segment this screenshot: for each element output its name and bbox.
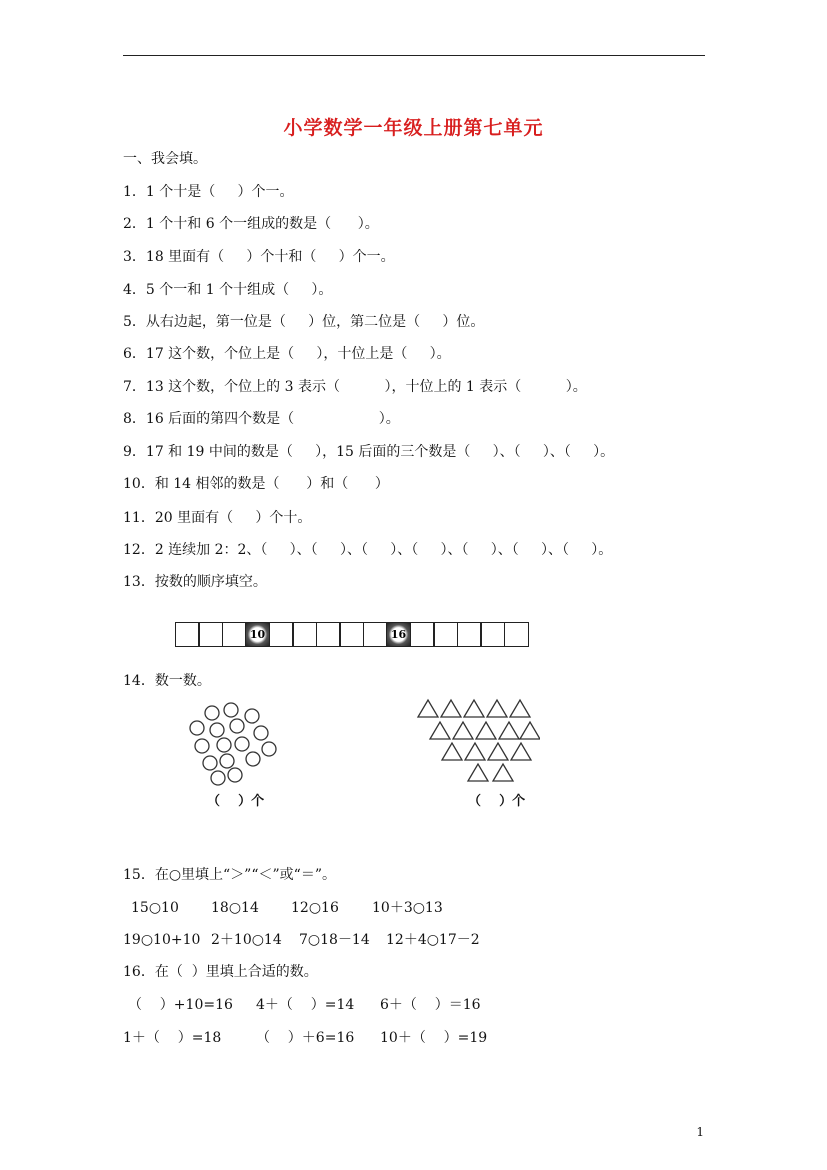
circle-icon — [262, 742, 276, 756]
question-12: 12．2 连续加 2：2、（ ）、（ ）、（ ）、（ ）、（ ）、（ ）、（ ）。 — [123, 542, 613, 558]
question-14: 14．数一数。 — [123, 673, 211, 689]
triangle-icon — [430, 722, 450, 739]
triangle-icon — [493, 764, 513, 781]
question-3: 3．18 里面有（ ）个十和（ ）个一。 — [123, 249, 395, 265]
fill-item: 6＋（ ）＝16 — [380, 997, 481, 1013]
compare-item: 18○14 — [211, 900, 259, 916]
question-11: 11．20 里面有（ ）个十。 — [123, 510, 312, 526]
compare-item: 7○18－14 — [299, 932, 370, 948]
strip-cell — [198, 622, 223, 647]
triangle-icon — [468, 764, 488, 781]
strip-cell — [363, 622, 388, 647]
strip-cell — [175, 622, 200, 647]
triangle-icon — [511, 743, 531, 760]
page-title: 小学数学一年级上册第七单元 — [283, 117, 544, 139]
triangle-icon — [488, 743, 508, 760]
strip-cell — [433, 622, 458, 647]
circle-icon — [217, 738, 231, 752]
strip-cell — [316, 622, 341, 647]
triangles-count-caption: （ ）个 — [468, 794, 526, 809]
circle-icon — [210, 723, 224, 737]
circle-icon — [220, 754, 234, 768]
triangle-icon — [487, 700, 507, 717]
header-rule — [123, 55, 705, 56]
circle-icon — [190, 721, 204, 735]
question-7: 7．13 这个数，个位上的 3 表示（ ），十位上的 1 表示（ ）。 — [123, 379, 587, 395]
compare-item: 12○16 — [291, 900, 339, 916]
triangle-icon — [465, 743, 485, 760]
strip-cell — [457, 622, 482, 647]
circle-icon — [246, 752, 260, 766]
circle-icon — [205, 706, 219, 720]
circle-icon — [230, 719, 244, 733]
question-8: 8．16 后面的第四个数是（ ）。 — [123, 411, 400, 427]
strip-cell — [222, 622, 247, 647]
question-1: 1．1 个十是（ ）个一。 — [123, 184, 294, 200]
circle-icon — [211, 771, 225, 785]
page-number: 1 — [696, 1125, 704, 1139]
fill-item: （ ）+10=16 — [128, 997, 233, 1013]
question-10: 10．和 14 相邻的数是（ ）和（ ） — [123, 476, 389, 492]
circle-icon — [245, 709, 259, 723]
triangle-icon — [464, 700, 484, 717]
circle-icon — [203, 756, 217, 770]
section-heading: 一、我会填。 — [123, 151, 207, 167]
strip-cell — [339, 622, 364, 647]
strip-cell — [269, 622, 294, 647]
number-strip — [176, 622, 529, 647]
compare-item: 2＋10○14 — [211, 932, 282, 948]
circles-count-caption: （ ）个 — [207, 794, 265, 809]
question-9: 9．17 和 19 中间的数是（ ），15 后面的三个数是（ ）、（ ）、（ ）。 — [123, 444, 615, 460]
triangle-icon — [442, 743, 462, 760]
question-13: 13．按数的顺序填空。 — [123, 574, 267, 590]
triangle-icon — [520, 722, 540, 739]
strip-cell-given: 10 — [245, 622, 270, 647]
strip-cell — [504, 622, 529, 647]
triangle-icon — [499, 722, 519, 739]
triangle-icon — [418, 700, 438, 717]
circle-icon — [254, 726, 268, 740]
triangle-icon — [476, 722, 496, 739]
compare-item: 12＋4○17－2 — [386, 932, 480, 948]
strip-cell-given: 16 — [386, 622, 411, 647]
triangle-icon — [453, 722, 473, 739]
fill-item: （ ）＋6=16 — [256, 1030, 355, 1046]
compare-item: 19○10+10 — [123, 932, 201, 948]
question-4: 4．5 个一和 1 个十组成（ ）。 — [123, 282, 333, 298]
compare-item: 15○10 — [131, 900, 179, 916]
triangles-picture — [415, 697, 540, 787]
fill-item: 4＋（ ）=14 — [256, 997, 355, 1013]
fill-item: 1＋（ ）=18 — [123, 1030, 222, 1046]
triangle-icon — [510, 700, 530, 717]
question-15: 15．在○里填上“＞”“＜”或“＝”。 — [123, 867, 336, 883]
circle-icon — [224, 703, 238, 717]
question-5: 5．从右边起，第一位是（ ）位，第二位是（ ）位。 — [123, 314, 485, 330]
question-16: 16．在（ ）里填上合适的数。 — [123, 964, 318, 980]
circles-picture — [180, 700, 290, 790]
strip-cell — [480, 622, 505, 647]
question-6: 6．17 这个数，个位上是（ ），十位上是（ ）。 — [123, 346, 451, 362]
circle-icon — [228, 768, 242, 782]
fill-item: 10＋（ ）=19 — [380, 1030, 488, 1046]
strip-cell — [292, 622, 317, 647]
question-2: 2．1 个十和 6 个一组成的数是（ ）。 — [123, 216, 379, 232]
circle-icon — [235, 737, 249, 751]
triangle-icon — [441, 700, 461, 717]
circle-icon — [195, 739, 209, 753]
strip-cell — [410, 622, 435, 647]
compare-item: 10＋3○13 — [372, 900, 443, 916]
